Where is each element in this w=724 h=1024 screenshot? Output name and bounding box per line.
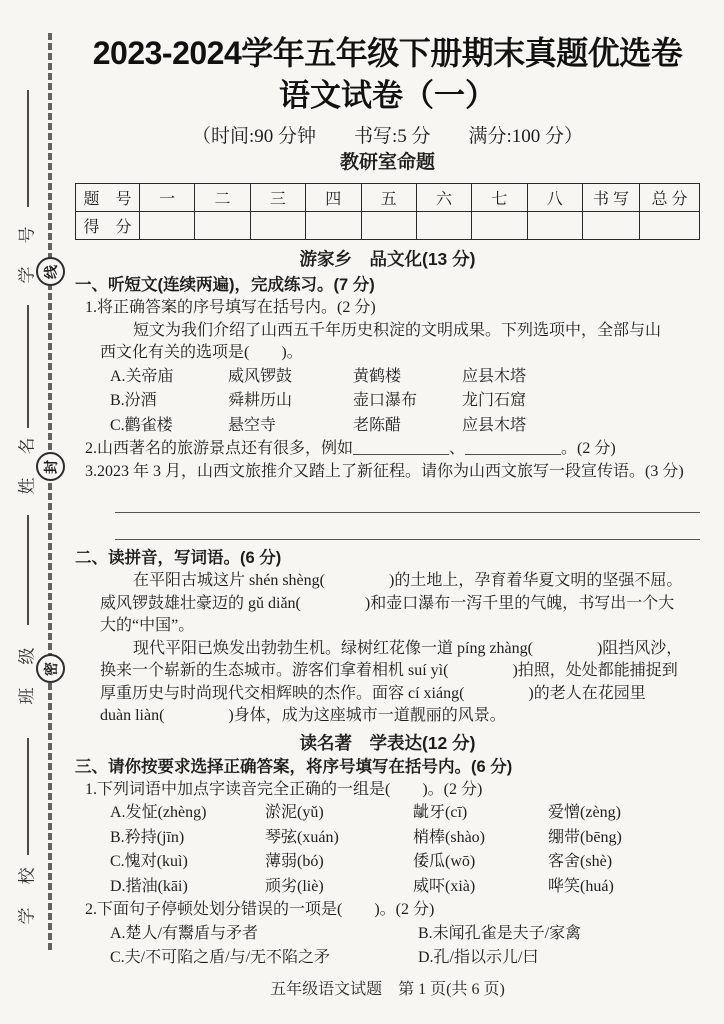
paper-content xyxy=(75,0,700,1000)
option-cell: B.矜 •持(jīn) xyxy=(110,826,265,851)
part1-heading: 游家乡 品文化(13 分) xyxy=(299,249,476,269)
option-cell: B.汾酒 xyxy=(110,392,157,409)
question1-1-title: 1.将正确答案的序号填写在括号内。(2 分) xyxy=(85,299,376,316)
question2-title: 二、读拼音，写词语。(6 分) xyxy=(75,549,282,567)
option-cell: 倭 •瓜(wō) xyxy=(413,850,548,875)
paper-title: 2023-2024学年五年级下册期末真题优选卷 xyxy=(92,35,683,71)
score-table xyxy=(75,183,700,240)
score-cell[interactable] xyxy=(583,212,640,240)
score-header-cell: 题 号 xyxy=(76,184,140,212)
score-cell[interactable] xyxy=(195,212,250,240)
score-header-cell: 八 xyxy=(527,184,582,212)
class-label: 班 级 xyxy=(17,644,37,705)
option-cell: 绷 •带(bēng) xyxy=(548,826,700,851)
seal-stamp-mi: 密 xyxy=(36,654,65,683)
score-header-cell: 六 xyxy=(416,184,471,212)
option-cell: 顽劣 •(liè) xyxy=(265,875,413,900)
class-blank-line[interactable] xyxy=(27,515,29,625)
score-cell[interactable] xyxy=(527,212,582,240)
option-cell: 哗 •笑(huá) xyxy=(548,875,700,900)
option-cell: A.关帝庙 xyxy=(110,367,174,385)
score-header-cell: 五 xyxy=(361,184,416,212)
question2-paragraph1-line: 大的“中国”。 xyxy=(100,617,195,634)
option-cell: C.夫/不可陷之盾/与/无不陷之矛 xyxy=(110,949,331,966)
option-cell: 龙门石窟 xyxy=(462,392,527,409)
option-cell: 客舍 •(shè) xyxy=(548,850,700,875)
score-header-cell: 七 xyxy=(472,184,527,212)
student-id-blank-line[interactable] xyxy=(27,90,29,207)
option-cell: D.揩 •油(kāi) xyxy=(110,875,265,900)
score-header-cell: 一 xyxy=(140,184,195,212)
option-cell: 舜耕历山 xyxy=(228,392,293,409)
option-cell: 薄 •弱(bó) xyxy=(265,850,413,875)
part2-heading: 读名著 学表达(12 分) xyxy=(299,732,476,753)
score-cell[interactable] xyxy=(416,212,471,240)
exam-setter: 教研室命题 xyxy=(339,152,435,173)
question3-2-option-row-cd xyxy=(110,946,700,971)
question3-2-title: 2.下面句子停顿处划分错误的一项是( )。(2 分) xyxy=(85,901,435,918)
question2-paragraph2-line: duàn liàn( )身体，成为这座城市一道靓丽的风景。 xyxy=(100,707,506,724)
question1-title: 一、听短文(连续两遍)，完成练习。(7 分) xyxy=(75,276,375,294)
question3-1-title: 1.下列词语中加点字读音完全正确的一组是( )。(2 分) xyxy=(85,780,483,798)
question1-1-option-row-b xyxy=(110,389,700,414)
answer-line[interactable] xyxy=(115,489,700,513)
score-header-cell: 总 分 xyxy=(640,184,700,212)
option-cell: C.鹳雀楼 xyxy=(110,416,173,434)
score-row-label: 得 分 xyxy=(76,212,140,240)
question2-paragraph2-line: 厚重历史与时尚现代交相辉映的杰作。面容 cí xiáng( )的老人在花园里 xyxy=(100,684,646,702)
option-cell: 黄鹤楼 xyxy=(353,367,402,385)
score-cell[interactable] xyxy=(640,212,700,240)
score-header-cell: 三 xyxy=(250,184,305,212)
name-label: 姓 名 xyxy=(17,434,37,495)
option-cell: 老陈醋 xyxy=(353,416,402,434)
option-cell: 威吓 •(xià) xyxy=(413,875,548,900)
option-cell: 梢 •棒(shào) xyxy=(413,826,548,851)
score-table-score-row xyxy=(76,212,700,240)
paper-subtitle: 语文试卷（一） xyxy=(279,78,496,113)
question3-title: 三、请你按要求选择正确答案，将序号填写在括号内。(6 分) xyxy=(75,757,513,776)
score-header-cell: 四 xyxy=(306,184,361,212)
exam-meta-line: （时间:90 分钟 书写:5 分 满分:100 分） xyxy=(191,126,584,147)
question1-2-text: 2.山西著名的旅游景点还有很多，例如____________、____________。(2 分) xyxy=(85,440,616,457)
answer-line[interactable] xyxy=(115,513,700,540)
option-cell: A.发怔 •(zhèng) xyxy=(110,801,265,826)
question1-1-paragraph-line: 短文为我们介绍了山西五千年历史积淀的文明成果。下列选项中，全部与山 xyxy=(133,321,662,339)
question2-paragraph2-line: 换来一个崭新的生态城市。游客们拿着相机 suí yì( )拍照，处处都能捕捉到 xyxy=(100,662,678,679)
question3-1-option-row-a xyxy=(110,801,700,826)
question1-1-option-row-c xyxy=(110,414,700,439)
question2-paragraph2-line: 现代平阳已焕发出勃勃生机。绿树红花像一道 píng zhàng( )阻挡风沙， xyxy=(133,639,683,657)
score-cell[interactable] xyxy=(140,212,195,240)
option-cell: 壶口瀑布 xyxy=(353,392,418,409)
question3-1-option-row-d xyxy=(110,875,700,900)
student-id-label: 学 号 xyxy=(17,223,37,284)
score-cell[interactable] xyxy=(250,212,305,240)
option-cell: 应县木塔 xyxy=(462,416,527,434)
score-cell[interactable] xyxy=(472,212,527,240)
question1-1-paragraph-line: 西文化有关的选项是( )。 xyxy=(100,344,303,361)
option-cell: D.孔/指以示儿/曰 xyxy=(418,949,539,966)
question3-1-option-row-b xyxy=(110,826,700,851)
question1-1-option-row-a xyxy=(110,365,700,390)
school-label: 学 校 xyxy=(17,864,37,925)
question3-1-option-row-c xyxy=(110,850,700,875)
option-cell: 应县木塔 xyxy=(462,367,527,385)
option-cell: 威风锣鼓 xyxy=(228,367,293,385)
school-blank-line[interactable] xyxy=(27,738,29,855)
option-cell: B.未闻孔雀是夫子/家禽 xyxy=(418,924,582,942)
seal-dashed-line xyxy=(48,33,52,951)
score-header-cell: 二 xyxy=(195,184,250,212)
option-cell: 爱憎 •(zèng) xyxy=(548,801,700,826)
seal-stamp-line: 线 xyxy=(36,257,65,286)
option-cell: 龇 •牙(cī) xyxy=(413,801,548,826)
option-cell: 悬空寺 xyxy=(228,416,277,434)
option-cell: A.楚人/有鬻盾与矛者 xyxy=(110,924,259,942)
name-blank-line[interactable] xyxy=(27,305,29,428)
option-cell: 淤 •泥(yǔ) xyxy=(265,801,413,826)
score-table-header-row xyxy=(76,184,700,212)
question2-paragraph1-line: 威风锣鼓雄壮豪迈的 gǔ diǎn( )和壶口瀑布一泻千里的气魄，书写出一个大 xyxy=(100,594,675,612)
score-cell[interactable] xyxy=(361,212,416,240)
seal-stamp-feng: 封 xyxy=(36,452,65,481)
page-footer: 五年级语文试题 第 1 页(共 6 页) xyxy=(270,980,505,998)
question2-paragraph1-line: 在平阳古城这片 shén shèng( )的土地上，孕育着华夏文明的坚强不屈。 xyxy=(133,572,683,589)
option-cell: 琴弦 •(xuán) xyxy=(265,826,413,851)
question1-3-text: 3.2023 年 3 月，山西文旅推介又踏上了新征程。请你为山西文旅写一段宣传语。(3 分) xyxy=(85,462,684,480)
question3-2-option-row-ab xyxy=(110,922,700,947)
score-header-cell: 书 写 xyxy=(583,184,640,212)
score-cell[interactable] xyxy=(306,212,361,240)
option-cell: C.愧 •对(kuì) xyxy=(110,850,265,875)
